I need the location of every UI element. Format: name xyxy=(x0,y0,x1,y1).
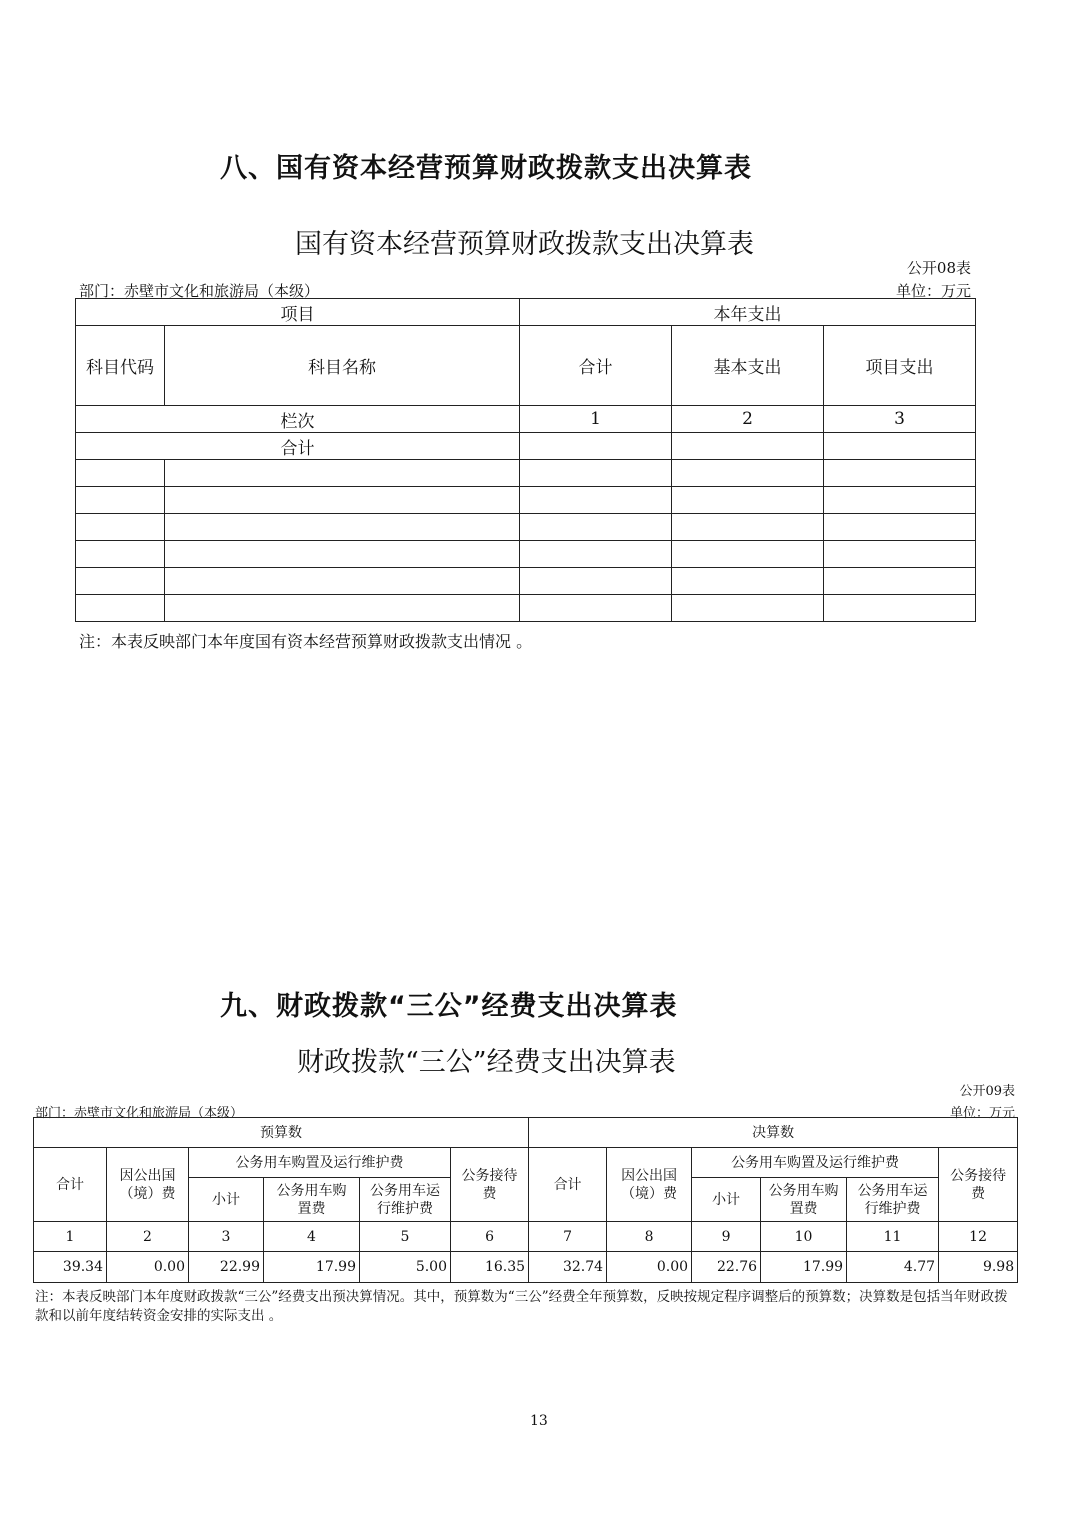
table-row xyxy=(76,595,976,622)
col-index: 11 xyxy=(847,1222,939,1252)
col-index: 6 xyxy=(451,1222,529,1252)
header-purchase-line2: 置费 xyxy=(297,1200,326,1217)
cell xyxy=(672,541,824,568)
header-purchase-line1: 公务用车购 xyxy=(276,1182,347,1199)
header-final-purchase xyxy=(761,1178,847,1222)
section9-note: 注：本表反映部门本年度财政拨款“三公”经费支出预决算情况。其中，预算数为“三公”经费全年预算数，反映按规定程序调整后的预算数；决算数是包括当年财政拨款和以前年度结转资金安排的实际支出 。 xyxy=(35,1289,1008,1324)
cell xyxy=(520,487,672,514)
cell xyxy=(672,595,824,622)
header-code: 科目代码 xyxy=(76,326,165,406)
section9-heading: 九、财政拨款“三公”经费支出决算表 xyxy=(220,991,678,1022)
cell xyxy=(520,514,672,541)
table-row xyxy=(76,541,976,568)
header-abroad-line1: 因公出国 xyxy=(119,1167,176,1184)
table-row xyxy=(76,568,976,595)
cell xyxy=(76,541,165,568)
section9-table xyxy=(33,1117,1018,1283)
col-index: 5 xyxy=(360,1222,451,1252)
cell xyxy=(520,568,672,595)
cell xyxy=(520,460,672,487)
header-basic: 基本支出 xyxy=(672,326,824,406)
header-operation-line1: 公务用车运 xyxy=(370,1182,440,1199)
value-cell: 39.34 xyxy=(34,1252,107,1283)
table-row xyxy=(76,514,976,541)
value-cell: 17.99 xyxy=(761,1252,847,1283)
cell xyxy=(824,487,976,514)
cell xyxy=(824,433,976,460)
col-index: 1 xyxy=(34,1222,107,1252)
row-index-3: 3 xyxy=(824,406,976,433)
cell xyxy=(672,433,824,460)
header-budget-subtotal: 小计 xyxy=(189,1178,264,1222)
cell xyxy=(76,595,165,622)
table-row xyxy=(34,1252,1018,1283)
row-total-label: 合计 xyxy=(76,433,520,460)
cell xyxy=(165,595,520,622)
value-cell: 17.99 xyxy=(264,1252,360,1283)
value-cell: 22.99 xyxy=(189,1252,264,1283)
col-index: 3 xyxy=(189,1222,264,1252)
col-index: 9 xyxy=(692,1222,761,1252)
cell xyxy=(76,460,165,487)
value-cell: 22.76 xyxy=(692,1252,761,1283)
header-budget-purchase xyxy=(264,1178,360,1222)
header-final-total: 合计 xyxy=(529,1148,607,1222)
cell xyxy=(672,460,824,487)
cell xyxy=(76,487,165,514)
section8-note: 注：本表反映部门本年度国有资本经营预算财政拨款支出情况 。 xyxy=(79,632,533,651)
col-index: 8 xyxy=(607,1222,692,1252)
cell xyxy=(672,514,824,541)
col-index: 2 xyxy=(107,1222,189,1252)
table-row xyxy=(34,1222,1018,1252)
section9-dept: 部门：赤壁市文化和旅游局（本级） xyxy=(35,1106,244,1121)
row-index-1: 1 xyxy=(520,406,672,433)
section8-unit: 单位：万元 xyxy=(895,282,971,300)
section8-table-title: 国有资本经营预算财政拨款支出决算表 xyxy=(295,229,754,260)
header-budget-vehicle: 公务用车购置及运行维护费 xyxy=(189,1148,451,1178)
header-item: 项目 xyxy=(76,299,520,326)
header-final-subtotal: 小计 xyxy=(692,1178,761,1222)
cell xyxy=(824,541,976,568)
cell xyxy=(672,568,824,595)
header-reception-line1: 公务接待 xyxy=(461,1167,518,1184)
header-abroad-line1: 因公出国 xyxy=(621,1167,678,1184)
value-cell: 9.98 xyxy=(939,1252,1018,1283)
header-project: 项目支出 xyxy=(824,326,976,406)
cell xyxy=(165,460,520,487)
value-cell: 32.74 xyxy=(529,1252,607,1283)
header-abroad-line2: （境）费 xyxy=(621,1185,678,1202)
header-current-year: 本年支出 xyxy=(520,299,976,326)
cell xyxy=(76,514,165,541)
section9-form-no: 公开09表 xyxy=(959,1084,1015,1099)
header-reception-line1: 公务接待 xyxy=(950,1167,1007,1184)
cell xyxy=(165,514,520,541)
header-budget-total: 合计 xyxy=(34,1148,107,1222)
cell xyxy=(672,487,824,514)
header-operation-line2: 行维护费 xyxy=(864,1200,921,1217)
header-budget: 预算数 xyxy=(34,1118,529,1148)
header-operation-line1: 公务用车运 xyxy=(857,1182,928,1199)
cell xyxy=(824,568,976,595)
value-cell: 5.00 xyxy=(360,1252,451,1283)
header-reception-line2: 费 xyxy=(971,1185,986,1202)
section8-dept: 部门：赤壁市文化和旅游局（本级） xyxy=(79,282,320,300)
header-budget-abroad xyxy=(107,1148,189,1222)
col-index: 7 xyxy=(529,1222,607,1252)
value-cell: 0.00 xyxy=(107,1252,189,1283)
header-purchase-line1: 公务用车购 xyxy=(768,1182,839,1199)
header-total: 合计 xyxy=(520,326,672,406)
header-name: 科目名称 xyxy=(165,326,520,406)
table-row xyxy=(76,433,976,460)
row-index-2: 2 xyxy=(672,406,824,433)
header-budget-operation xyxy=(360,1178,451,1222)
table-row xyxy=(76,406,976,433)
cell xyxy=(165,487,520,514)
table-row xyxy=(76,487,976,514)
cell xyxy=(165,568,520,595)
header-final-reception xyxy=(939,1148,1018,1222)
value-cell: 0.00 xyxy=(607,1252,692,1283)
header-final: 决算数 xyxy=(529,1118,1018,1148)
page-number: 13 xyxy=(530,1413,548,1429)
header-reception-line2: 费 xyxy=(482,1185,497,1202)
section8-form-no: 公开08表 xyxy=(906,259,971,277)
header-final-vehicle: 公务用车购置及运行维护费 xyxy=(692,1148,939,1178)
cell xyxy=(520,541,672,568)
cell xyxy=(165,541,520,568)
value-cell: 4.77 xyxy=(847,1252,939,1283)
section9-table-title: 财政拨款“三公”经费支出决算表 xyxy=(297,1047,676,1078)
table-row xyxy=(76,460,976,487)
col-index: 12 xyxy=(939,1222,1018,1252)
header-operation-line2: 行维护费 xyxy=(377,1200,433,1217)
value-cell: 16.35 xyxy=(451,1252,529,1283)
section8-table xyxy=(75,298,976,622)
cell xyxy=(520,595,672,622)
cell xyxy=(824,595,976,622)
section8-heading: 八、国有资本经营预算财政拨款支出决算表 xyxy=(220,153,752,184)
cell xyxy=(76,568,165,595)
row-index-label: 栏次 xyxy=(76,406,520,433)
header-abroad-line2: （境）费 xyxy=(119,1185,176,1202)
section9-unit: 单位：万元 xyxy=(949,1106,1015,1121)
cell xyxy=(824,460,976,487)
header-purchase-line2: 置费 xyxy=(789,1200,818,1217)
col-index: 4 xyxy=(264,1222,360,1252)
cell xyxy=(824,514,976,541)
header-final-abroad xyxy=(607,1148,692,1222)
cell xyxy=(520,433,672,460)
col-index: 10 xyxy=(761,1222,847,1252)
header-final-operation xyxy=(847,1178,939,1222)
header-budget-reception xyxy=(451,1148,529,1222)
